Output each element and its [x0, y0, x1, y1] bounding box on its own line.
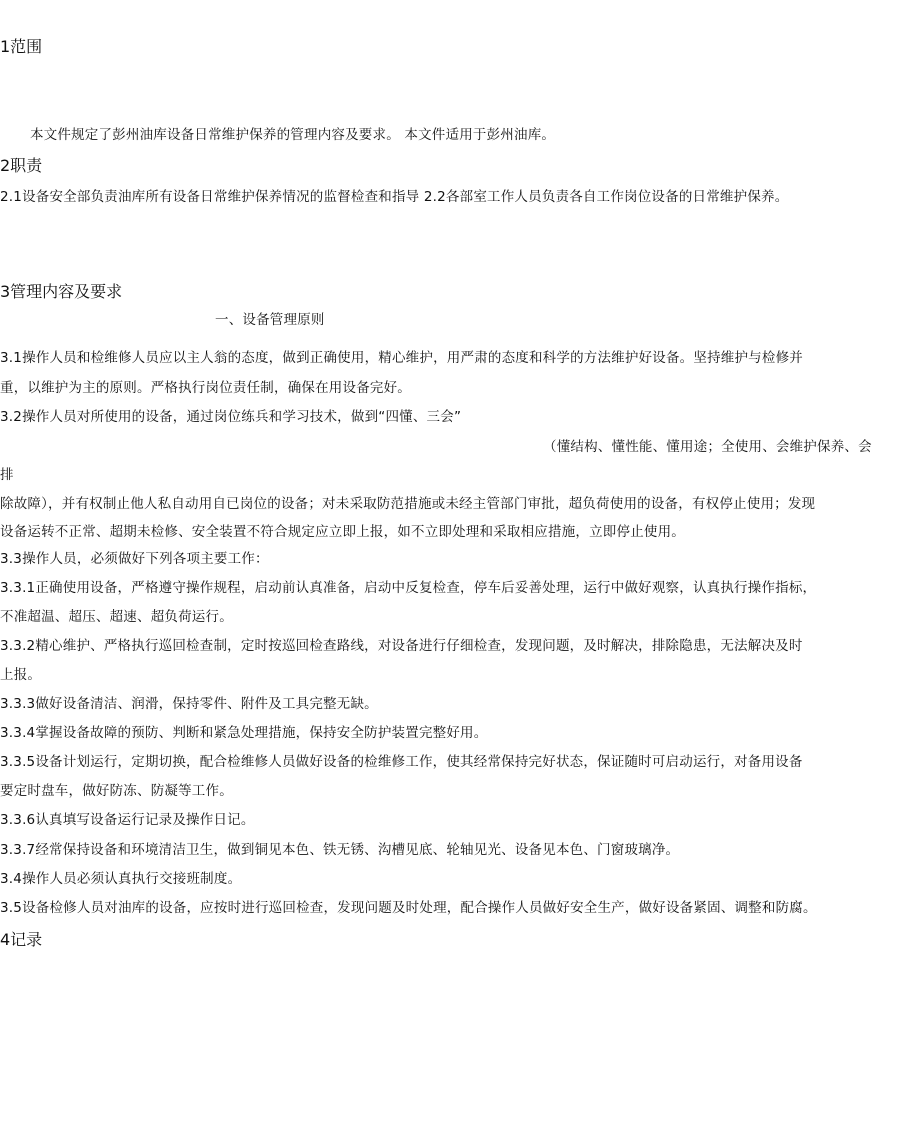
- text-line: 3.3.2精心维护、严格执行巡回检查制，定时按巡回检查路线，对设备进行仔细检查，发现问题，及时解决，排除隐患，无法解决及时: [0, 638, 803, 654]
- text-line: 3.4操作人员必须认真执行交接班制度。: [0, 871, 242, 887]
- text-line: 排: [0, 467, 14, 483]
- text-line: 3.3.4掌握设备故障的预防、判断和紧急处理措施，保持安全防护装置完整好用。: [0, 725, 488, 741]
- text-line: 3.5设备检修人员对油库的设备，应按时进行巡回检查，发现问题及时处理，配合操作人员做好安全生产，做好设备紧固、调整和防腐。: [0, 900, 817, 916]
- text-line: 要定时盘车，做好防冻、防凝等工作。: [0, 783, 233, 799]
- heading-duties: 2职责: [0, 156, 43, 175]
- principle-subheading: 一、设备管理原则: [215, 312, 325, 328]
- heading-management: 3管理内容及要求: [0, 282, 123, 301]
- text-line: 设备运转不正常、超期未检修、安全装置不符合规定应立即上报，如不立即处理和采取相应措施，立即停止使用。: [0, 524, 685, 540]
- heading-scope: 1范围: [0, 37, 43, 56]
- text-line: 不准超温、超压、超速、超负荷运行。: [0, 609, 233, 625]
- scope-paragraph: 本文件规定了彭州油库设备日常维护保养的管理内容及要求。 本文件适用于彭州油库。: [30, 127, 556, 143]
- text-line: 上报。: [0, 667, 42, 683]
- text-line: 3.3.1正确使用设备，严格遵守操作规程，启动前认真准备，启动中反复检查，停车后妥善处理，运行中做好观察，认真执行操作指标，: [0, 580, 817, 596]
- heading-records: 4记录: [0, 930, 43, 949]
- text-line: 除故障），并有权制止他人私自动用自已岗位的设备；对未采取防范措施或未经主管部门审批，超负荷使用的设备，有权停止使用；发现: [0, 496, 816, 512]
- text-line: 3.3操作人员，必须做好下列各项主要工作：: [0, 551, 269, 567]
- text-line: 3.3.6认真填写设备运行记录及操作日记。: [0, 812, 255, 828]
- text-line: 重，以维护为主的原则。严格执行岗位责任制，确保在用设备完好。: [0, 380, 411, 396]
- text-line: 3.2操作人员对所使用的设备，通过岗位练兵和学习技术，做到“四懂、三会”: [0, 409, 462, 425]
- duties-paragraph: 2.1设备安全部负责油库所有设备日常维护保养情况的监督检查和指导 2.2各部室工作人员负责各自工作岗位设备的日常维护保养。: [0, 189, 789, 205]
- text-line: 3.3.5设备计划运行，定期切换，配合检维修人员做好设备的检维修工作，使其经常保持完好状态，保证随时可启动运行，对备用设备: [0, 754, 803, 770]
- text-line: （懂结构、懂性能、懂用途；全使用、会维护保养、会: [543, 439, 872, 455]
- text-line: 3.3.3做好设备清洁、润滑，保持零件、附件及工具完整无缺。: [0, 696, 378, 712]
- text-line: 3.3.7经常保持设备和环境清洁卫生，做到铜见本色、铁无锈、沟槽见底、轮轴见光、设备见本色、门窗玻璃净。: [0, 842, 680, 858]
- text-line: 3.1操作人员和检维修人员应以主人翁的态度，做到正确使用，精心维护，用严肃的态度和科学的方法维护好设备。坚持维护与检修并: [0, 350, 803, 366]
